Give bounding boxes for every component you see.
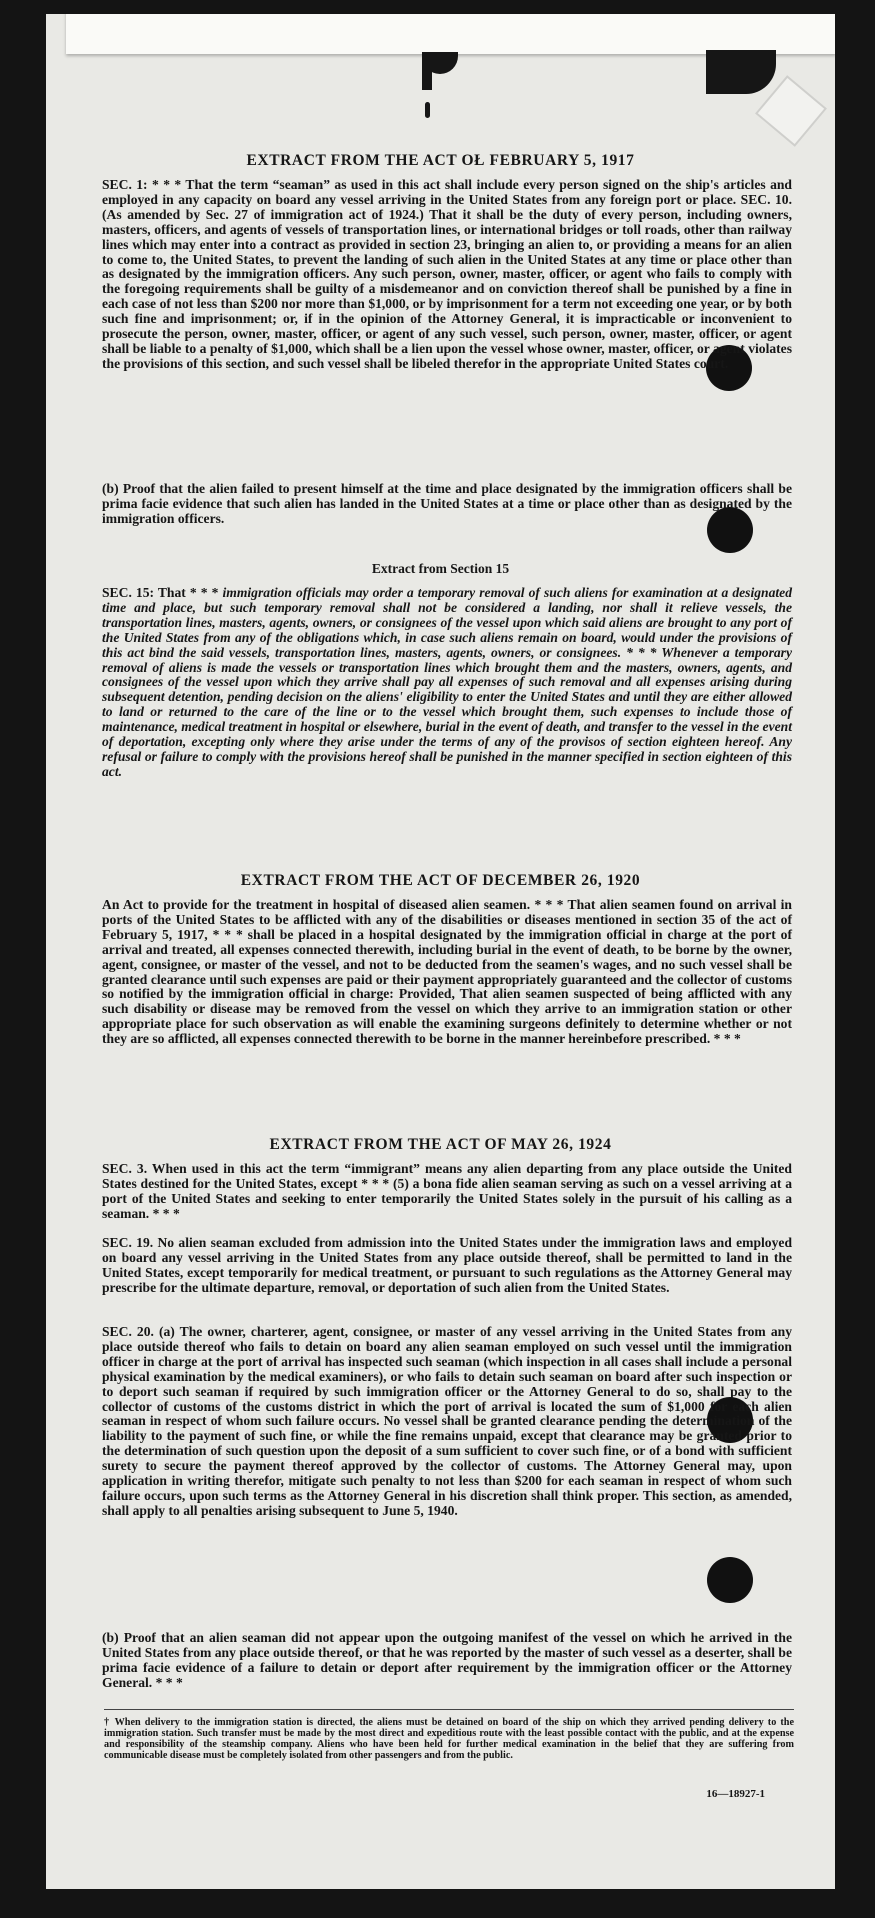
paragraph-sec-19: SEC. 19. No alien seaman excluded from admission into the United States under the immigration laws and employed on board any vessel arriving in the United States from any place outside thereof, shall be permitted to land in the United States, except temporarily for medical treatment, or pursuant to such regulations as the Attorney General may prescribe for the ultimate departure, removal, or deportation of such alien from the United States. bbox=[102, 1235, 792, 1295]
document-page bbox=[46, 14, 835, 1889]
heading-act-may-1924: EXTRACT FROM THE ACT OF MAY 26, 1924 bbox=[269, 1136, 612, 1153]
ink-mark bbox=[425, 102, 430, 118]
paragraph-sec-1-sec-10: SEC. 1: * * * That the term “seaman” as used in this act shall include every person signed on the ship's articles and employed in any capacity on board any vessel arriving in the United States from any foreign port or place. SEC. 10. (As amended by Sec. 27 of immigration act of 1924.) That it shall be the duty of every person, including owners, masters, officers, and agents of vessels of transportation lines, or international bridges or toll roads, other than railway lines which may enter into a contract as provided in section 23, bringing an alien to, or providing a means for an alien to come to, the United States, to prevent the landing of such alien in the United States at any time or place other than as designated by the immigration officers. Any such person, owner, master, officer, or agent who fails to comply with the foregoing requirements shall be guilty of a misdemeanor and on conviction thereof shall be punished by a fine in each case of not less than $200 nor more than $1,000, or by imprisonment for a term not exceeding one year, or by both such fine and imprisonment; or, if in the opinion of the Attorney General, it is impracticable or inconvenient to prosecute the person, owner, master, officer, or agent of any such vessel, such person, owner, master, officer, or agent shall be liable to a penalty of $1,000, which shall be a lien upon the vessel whose owner, master, officer, or agent violates the provisions of this section, and such vessel shall be libeled therefor in the appropriate United States court. bbox=[102, 177, 792, 371]
sec-15-lead: SEC. 15: That * * * bbox=[102, 585, 223, 600]
footnote-rule bbox=[104, 1709, 794, 1710]
torn-notch bbox=[706, 50, 776, 94]
form-code: 16—18927-1 bbox=[706, 1788, 765, 1800]
paragraph-sec-20a: SEC. 20. (a) The owner, charterer, agent, consignee, or master of any vessel arriving in the United States from any place outside thereof who fails to detain on board any alien seaman employed on such vessel until the immigration officer in charge at the port of arrival has inspected such seaman (which inspection in all cases shall include a personal physical examination by the medical examiners), or who fails to detain such seaman on board after such inspection or to deport such seaman if required by such immigration officer or the Attorney General to do so, shall pay to the collector of customs of the customs district in which the port of arrival is located the sum of $1,000 for each alien seaman in respect of whom such failure occurs. No vessel shall be granted clearance pending the determination of the liability to the payment of such fine, or while the fine remains unpaid, except that clearance may be granted prior to the determination of such question upon the deposit of a sum sufficient to cover such fine, or of a bond with sufficient surety to secure the payment thereof approved by the collector of customs. The Attorney General may, upon application in writing therefor, mitigate such penalty to not less than $200 for each seaman in respect of whom such failure occurs, upon such terms as the Attorney General in his discretion shall think proper. This section, as amended, shall apply to all penalties arising subsequent to June 5, 1940. bbox=[102, 1324, 792, 1518]
heading-act-dec-1920: EXTRACT FROM THE ACT OF DECEMBER 26, 1920 bbox=[240, 872, 641, 889]
heading-act-feb-1917: EXTRACT FROM THE ACT OŁ FEBRUARY 5, 1917 bbox=[246, 152, 635, 169]
sec-15-body: immigration officials may order a temporary removal of such aliens for examination at a designated time and place, but such temporary removal shall not be considered a landing, nor shall it relieve vessels, the transportation lines, masters, agents, owners, or consignees of the vessel upon which said aliens are brought to any port of the United States from any of the obligations which, in case such aliens remain on board, would under the provisions of this act bind the said vessels, transportation lines, masters, agents, owners, or consignees. * * * Whenever a temporary removal of aliens is made the vessels or transportation lines which brought them and the masters, owners, agents, and consignees of the vessel upon which they arrive shall pay all expenses of such removal and all expenses arising during subsequent detention, pending decision on the aliens' eligibility to enter the United States and until they are either allowed to land or returned to the care of the line or to the vessel which brought them, such expenses to include those of maintenance, medical treatment in hospital or elsewhere, burial in the event of death, and transfer to the vessel in the event of deportation, excepting only where they arise under the terms of any of the provisos of section eighteen hereof. Any refusal or failure to comply with the provisions hereof shall be punished in the manner specified in section eighteen of this act. bbox=[102, 585, 792, 779]
paragraph-proof-alien: (b) Proof that the alien failed to present himself at the time and place designated by the immigration officers shall be prima facie evidence that such alien has landed in the United States at a time or place other than as designated by the immigration officers. bbox=[102, 481, 792, 526]
paragraph-sec-3: SEC. 3. When used in this act the term “immigrant” means any alien departing from any place outside the United States destined for the United States, except * * * (5) a bona fide alien seaman serving as such on a vessel arriving at a port of the United States and seeking to enter temporarily the United States solely in the pursuit of his calling as a seaman. * * * bbox=[102, 1161, 792, 1221]
torn-notch bbox=[422, 52, 432, 90]
footnote: † When delivery to the immigration station is directed, the aliens must be detained on board of the ship on which they arrived pending delivery to the immigration station. Such transfer must be made by the most direct and expeditious route with the least possible contact with the public, and at the expense and responsibility of the steamship company. Aliens who have been held for further medical examination in the belief that they are suffering from communicable disease must be completely isolated from other passengers and from the public. bbox=[104, 1717, 794, 1762]
punch-hole bbox=[707, 1557, 753, 1603]
paragraph-act-1920: An Act to provide for the treatment in hospital of diseased alien seamen. * * * That alien seamen found on arrival in ports of the United States to be afflicted with any of the disabilities or diseases mentioned in section 35 of the act of February 5, 1917, * * * shall be placed in a hospital designated by the immigration official in charge at the port of arrival and treated, all expenses connected therewith, including burial in the event of death, to be borne by the owner, agent, consignee, or master of the vessel, and not to be deducted from the seamen's wages, and no such vessel shall be granted clearance until such expenses are paid or their payment appropriately guaranteed and the collector of customs so notified by the immigration official in charge: Provided, That alien seamen suspected of being afflicted with any such disability or disease may be removed from the vessel on which they arrive to an immigration station or other appropriate place for such observation as will enable the examining surgeons definitely to determine whether or not they are so afflicted, all expenses connected therewith to be borne in the manner hereinbefore prescribed. * * * bbox=[102, 897, 792, 1047]
paragraph-sec-15 bbox=[102, 586, 792, 780]
paragraph-sec-20b: (b) Proof that an alien seaman did not appear upon the outgoing manifest of the vessel on which he arrived in the United States from any place outside thereof, or that he was reported by the master of such vessel as a deserter, shall be prima facie evidence of a failure to detain or deport after requirement by the immigration officer or the Attorney General. * * * bbox=[102, 1630, 792, 1690]
paper-top-strip bbox=[66, 14, 835, 54]
subheading-section-15: Extract from Section 15 bbox=[371, 561, 510, 576]
